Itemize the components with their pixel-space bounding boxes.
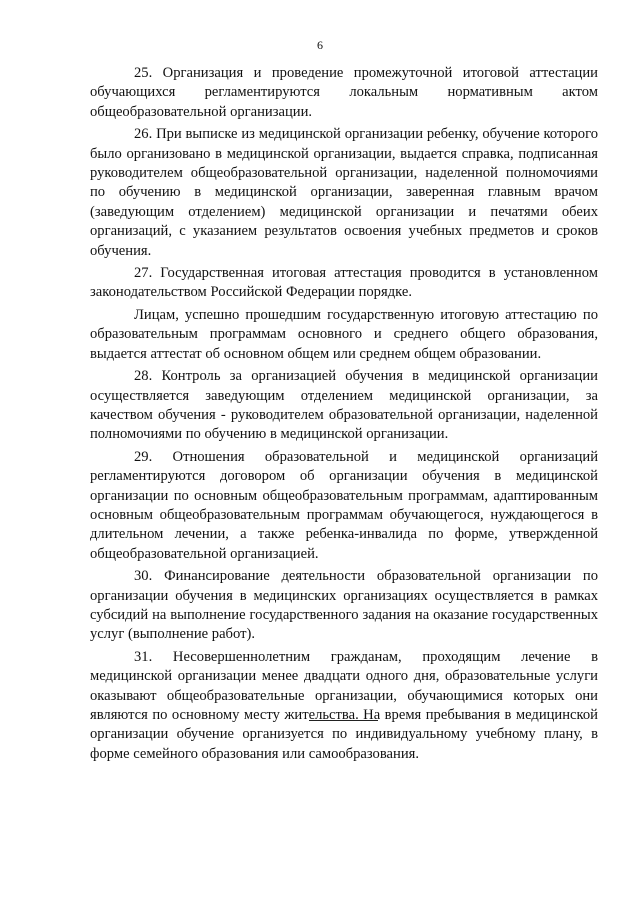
paragraph-27-continued: Лицам, успешно прошедшим государственную итоговую аттестацию по образовательным программам основного и среднего общего образования, выдается аттестат об основном общем или среднем общем образовании. <box>90 306 598 362</box>
paragraph-28: 28. Контроль за организацией обучения в медицинской организации осуществляется заведующим отделением медицинской организации, за качеством обучения - руководителем образовательной организации, наделенной полномочиями по обучению в медицинской организации. <box>90 368 598 443</box>
paragraph-30: 30. Финансирование деятельности образовательной организации по организации обучения в медицинских организациях осуществляется в рамках субсидий на выполнение государственного задания на оказание государственных услуг (выполнение работ). <box>90 568 598 643</box>
paragraph-26: 26. При выписке из медицинской организации ребенку, обучение которого было организовано в медицинской организации, выдается справка, подписанная руководителем общеобразовательной организации, наделенной полномочиями по обучению в медицинской организации, заверенная главным врачом (заведующим отделением) медицинской организации и печатями обеих организаций, с указанием результатов освоения учебных предметов и сроков обучения. <box>90 126 598 259</box>
paragraph-31: 31. Несовершеннолетним гражданам, проходящим лечение в медицинской организации менее двадцати одного дня, образовательные услуги оказывают общеобразовательные организации, обучающимися которых они являются по основному месту жительства. На время пребывания в медицинской организации обучение организуется по индивидуальному учебному плану, в форме семейного образования или самообразования. <box>90 648 598 762</box>
page-number: 6 <box>317 38 323 52</box>
paragraph-29: 29. Отношения образовательной и медицинской организаций регламентируются договором об организации обучения в медицинской организации по основным общеобразовательным программам, адаптированным основным общеобразовательным программам обучающегося, нуждающегося в длительном лечении, а также ребенка-инвалида по форме, утвержденной общеобразовательной организацией. <box>90 448 598 562</box>
paragraph-27: 27. Государственная итоговая аттестация проводится в установленном законодательством Российской Федерации порядке. <box>90 265 598 301</box>
paragraph-25: 25. Организация и проведение промежуточной итоговой аттестации обучающихся регламентируются локальным нормативным актом общеобразовательной организации. <box>90 65 598 120</box>
document-body <box>90 64 598 764</box>
end-of-document-rule <box>309 720 378 721</box>
